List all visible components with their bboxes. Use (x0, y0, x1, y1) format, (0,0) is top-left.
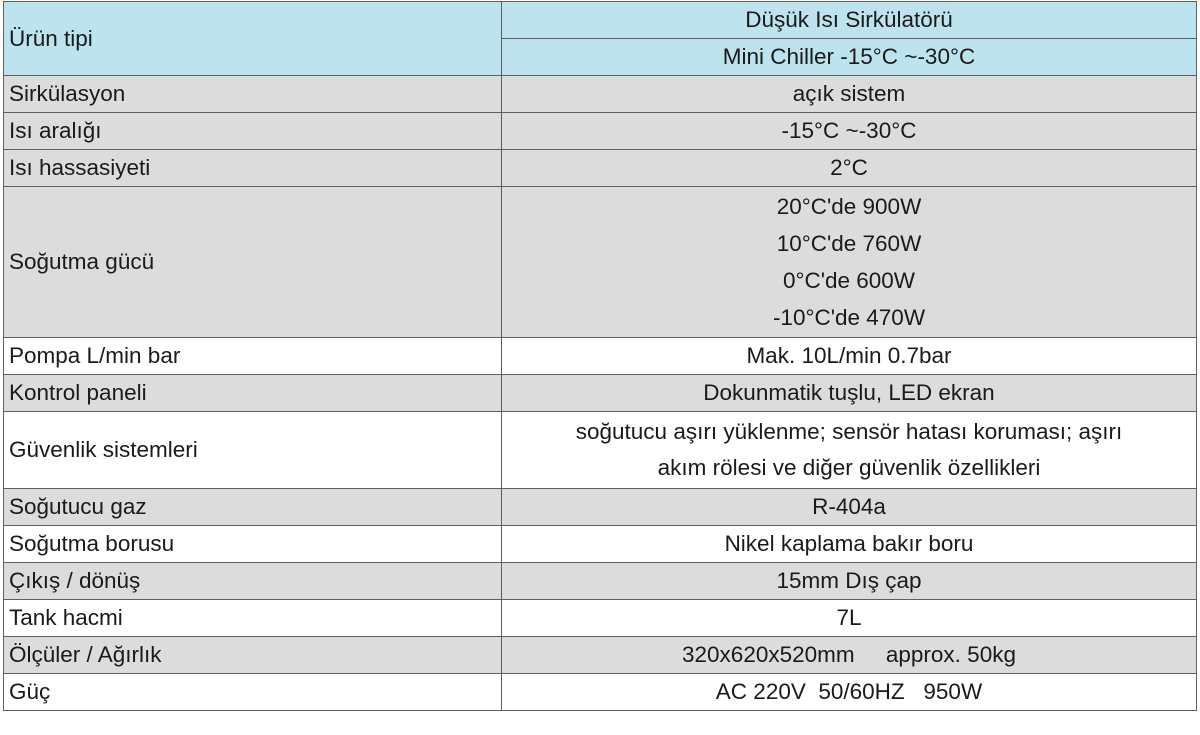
row-label-power: Güç (4, 674, 502, 711)
row-label-temp-range: Isı aralığı (4, 113, 502, 150)
table-row (4, 338, 1197, 375)
row-label-product-type: Ürün tipi (4, 2, 502, 76)
row-label-cooling-power: Soğutma gücü (4, 187, 502, 338)
row-value-temp-range: -15°C ~-30°C (502, 113, 1197, 150)
table-row (4, 150, 1197, 187)
table-row (4, 637, 1197, 674)
table-row (4, 526, 1197, 563)
table-row (4, 375, 1197, 412)
cooling-power-line: 0°C'de 600W (782, 268, 916, 293)
row-label-outlet-return: Çıkış / dönüş (4, 563, 502, 600)
table-row (4, 600, 1197, 637)
table-row (4, 563, 1197, 600)
row-value-cooling-power (502, 187, 1197, 338)
cooling-power-line: -10°C'de 470W (772, 305, 926, 330)
row-value-outlet-return: 15mm Dış çap (502, 563, 1197, 600)
safety-line: akım rölesi ve diğer güvenlik özellikleri (657, 455, 1041, 480)
table-row (4, 76, 1197, 113)
spec-table (3, 1, 1197, 711)
row-value-refrigerant: R-404a (502, 489, 1197, 526)
table-row (4, 187, 1197, 338)
row-label-dimensions-weight: Ölçüler / Ağırlık (4, 637, 502, 674)
product-model: Mini Chiller -15°C ~-30°C (502, 39, 1197, 76)
row-value-temp-precision: 2°C (502, 150, 1197, 187)
product-name: Düşük Isı Sirkülatörü (502, 2, 1197, 39)
row-label-control-panel: Kontrol paneli (4, 375, 502, 412)
table-row (4, 412, 1197, 489)
row-value-tank-volume: 7L (502, 600, 1197, 637)
cooling-power-line: 20°C'de 900W (776, 194, 922, 219)
row-value-safety (502, 412, 1197, 489)
row-label-circulation: Sirkülasyon (4, 76, 502, 113)
cooling-power-line: 10°C'de 760W (776, 231, 922, 256)
row-label-safety: Güvenlik sistemleri (4, 412, 502, 489)
table-row (4, 674, 1197, 711)
row-label-tank-volume: Tank hacmi (4, 600, 502, 637)
table-row (4, 2, 1197, 39)
table-row (4, 113, 1197, 150)
row-value-power: AC 220V 50/60HZ 950W (502, 674, 1197, 711)
row-label-pump: Pompa L/min bar (4, 338, 502, 375)
row-value-control-panel: Dokunmatik tuşlu, LED ekran (502, 375, 1197, 412)
row-label-temp-precision: Isı hassasiyeti (4, 150, 502, 187)
row-value-dimensions-weight: 320x620x520mm approx. 50kg (502, 637, 1197, 674)
row-value-circulation: açık sistem (502, 76, 1197, 113)
row-value-cooling-pipe: Nikel kaplama bakır boru (502, 526, 1197, 563)
row-label-cooling-pipe: Soğutma borusu (4, 526, 502, 563)
row-label-refrigerant: Soğutucu gaz (4, 489, 502, 526)
table-row (4, 489, 1197, 526)
safety-line: soğutucu aşırı yüklenme; sensör hatası koruması; aşırı (575, 419, 1123, 444)
row-value-pump: Mak. 10L/min 0.7bar (502, 338, 1197, 375)
